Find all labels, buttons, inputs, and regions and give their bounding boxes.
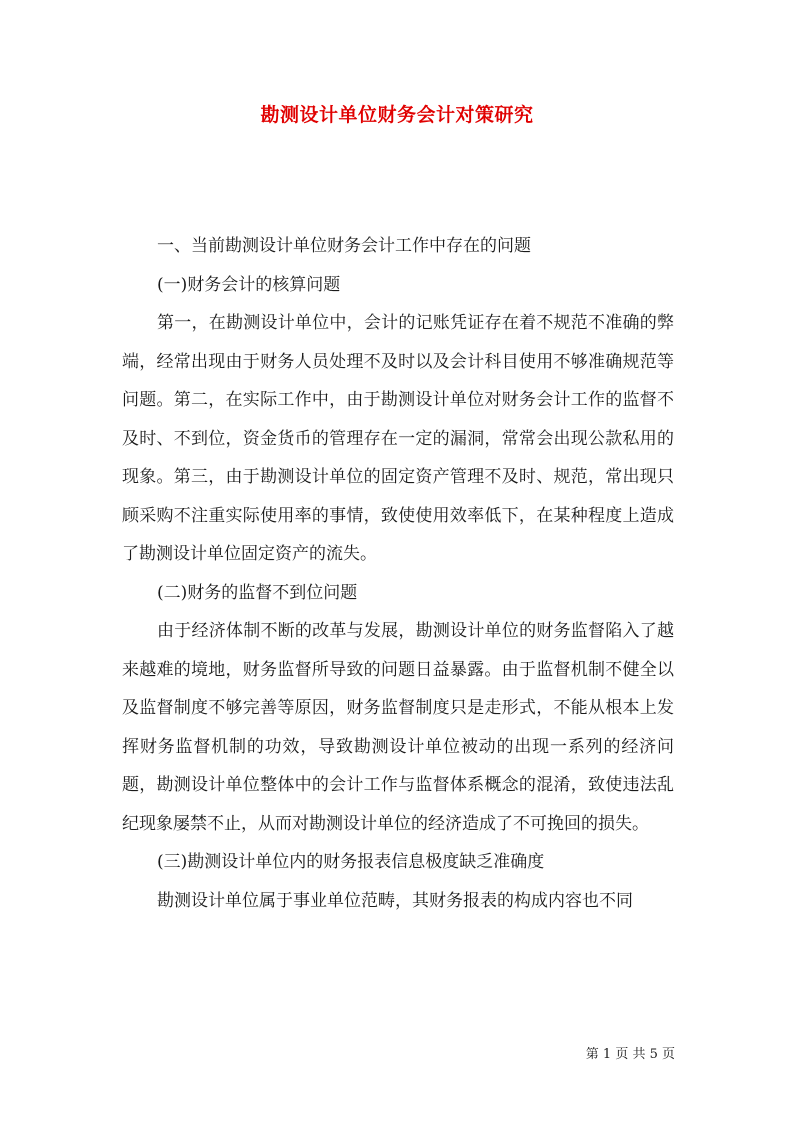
body-paragraph-1: 第一，在勘测设计单位中，会计的记账凭证存在着不规范不准确的弊端，经常出现由于财务人员处理不及时以及会计科目使用不够准确规范等问题。第二，在实际工作中，由于勘测设计单位对财务会计工作的监督不及时、不到位，资金货币的管理存在一定的漏洞，常常会出现公款私用的现象。第三，由于勘测设计单位的固定资产管理不及时、规范，常出现只顾采购不注重实际使用率的事情，致使使用效率低下，在某种程度上造成了勘测设计单位固定资产的流失。 bbox=[122, 313, 674, 564]
subsection-heading-2: (二)财务的监督不到位问题 bbox=[157, 582, 358, 603]
document-body bbox=[122, 227, 674, 920]
body-paragraph-3: 勘测设计单位属于事业单位范畴，其财务报表的构成内容也不同 bbox=[157, 890, 633, 911]
page-number-footer: 第 1 页 共 5 页 bbox=[585, 1047, 675, 1062]
subsection-heading-1: (一)财务会计的核算问题 bbox=[157, 274, 341, 295]
subsection-heading-3: (三)勘测设计单位内的财务报表信息极度缺乏准确度 bbox=[157, 852, 545, 872]
document-title: 勘测设计单位财务会计对策研究 bbox=[260, 104, 534, 126]
section-heading-1: 一、当前勘测设计单位财务会计工作中存在的问题 bbox=[157, 236, 531, 256]
body-paragraph-2: 由于经济体制不断的改革与发展，勘测设计单位的财务监督陷入了越来越难的境地，财务监督所导致的问题日益暴露。由于监督机制不健全以及监督制度不够完善等原因，财务监督制度只是走形式，不能从根本上发挥财务监督机制的功效，导致勘测设计单位被动的出现一系列的经济问题，勘测设计单位整体中的会计工作与监督体系概念的混淆，致使违法乱纪现象屡禁不止，从而对勘测设计单位的经济造成了不可挽回的损失。 bbox=[122, 621, 674, 834]
